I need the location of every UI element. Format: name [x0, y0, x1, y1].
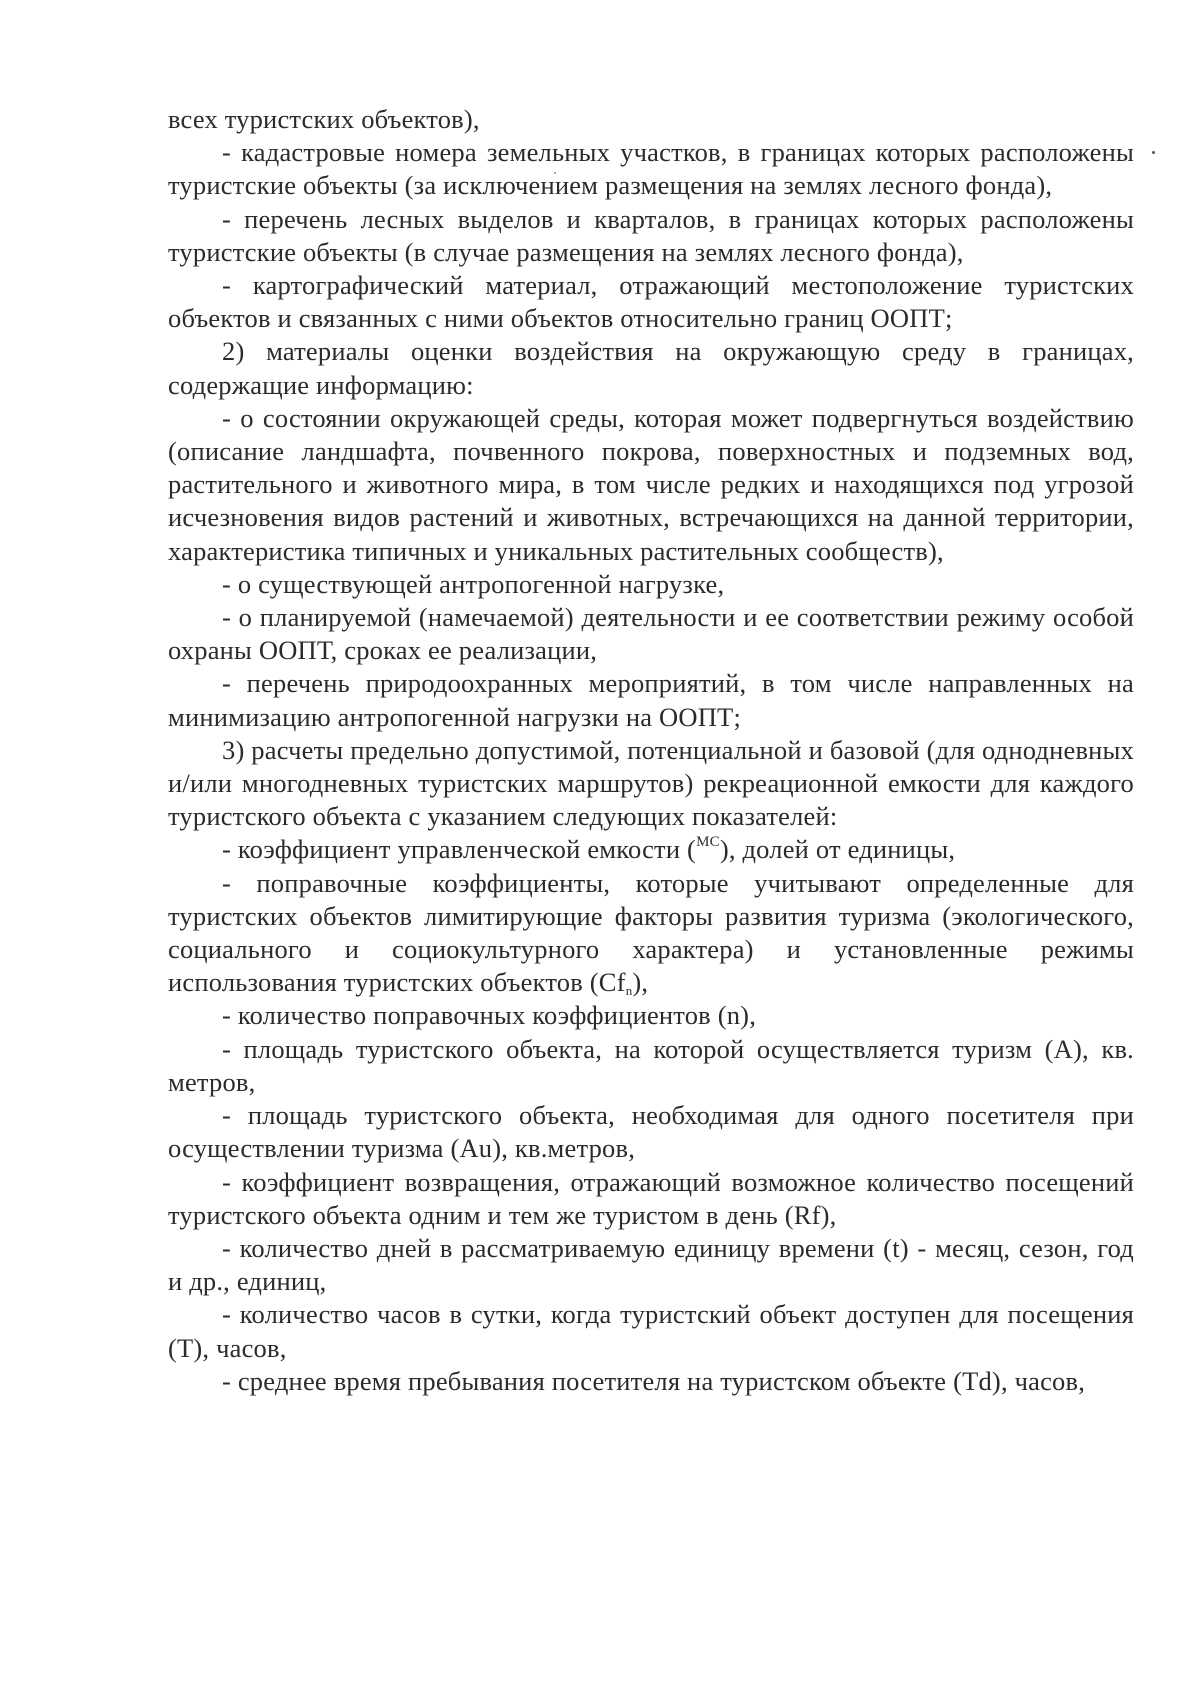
paragraph: - о состоянии окружающей среды, которая может подвергнуться воздействию (описание ландшафта, почвенного покрова, поверхностных и подземных вод, растительного и животного мира, в том числе редких и находящихся под угрозой исчезновения видов растений и животных, встречающихся на данной территории, характеристика типичных и уникальных растительных сообществ), — [168, 402, 1134, 566]
paragraph: - перечень лесных выделов и кварталов, в границах которых расположены туристские объекты (в случае размещения на землях лесного фонда), — [168, 203, 1134, 267]
paragraph: - перечень природоохранных мероприятий, в том числе направленных на минимизацию антропогенной нагрузки на ООПТ; — [168, 668, 1134, 732]
scan-speck — [1152, 151, 1155, 154]
paragraph: - коэффициент возвращения, отражающий возможное количество посещений туристского объекта одним и тем же туристом в день (Rf), — [168, 1166, 1134, 1230]
document-body — [168, 103, 1134, 1398]
paragraph-correction-coefficients — [168, 867, 1134, 1000]
paragraph: - площадь туристского объекта, необходимая для одного посетителя при осуществлении туризма (Au), кв.метров, — [168, 1100, 1134, 1164]
paragraph: - картографический материал, отражающий местоположение туристских объектов и связанных с ними объектов относительно границ ООПТ; — [168, 270, 1134, 334]
paragraph: 2) материалы оценки воздействия на окружающую среду в границах, содержащие информацию: — [168, 336, 1134, 400]
formula-superscript: MC — [696, 834, 720, 851]
paragraph: - количество дней в рассматриваемую единицу времени (t) - месяц, сезон, год и др., единиц, — [168, 1232, 1134, 1297]
formula-subscript: n — [625, 983, 633, 999]
formula-symbol: Cf — [598, 967, 626, 998]
paragraph-text-after: ), долей от единицы, — [719, 834, 956, 865]
paragraph: - о планируемой (намечаемой) деятельности и ее соответствии режиму особой охраны ООПТ, сроках ее реализации, — [168, 602, 1134, 666]
paragraph-text-before: - поправочные коэффициенты, которые учитывают определенные для туристских объектов лимитирующие факторы развития туризма (экологического, социального и социокультурного характера) и установленные режимы использования туристских объектов ( — [168, 867, 1134, 998]
paragraph: - количество поправочных коэффициентов (n), — [222, 1000, 757, 1031]
paragraph-text-after: ), — [632, 967, 649, 998]
paragraph-coefficient-mc — [168, 833, 1134, 866]
paragraph: - количество часов в сутки, когда туристский объект доступен для посещения (T), часов, — [168, 1299, 1134, 1363]
paragraph: - о существующей антропогенной нагрузке, — [222, 568, 725, 599]
paragraph: - среднее время пребывания посетителя на туристском объекте (Td), часов, — [222, 1365, 1086, 1396]
paragraph-text-before: - коэффициент управленческой емкости ( — [222, 834, 697, 865]
paragraph: всех туристских объектов), — [168, 104, 480, 134]
paragraph: - кадастровые номера земельных участков, в границах которых расположены туристские объекты (за исключением размещения на землях лесного фонда), — [168, 137, 1134, 201]
paragraph: 3) расчеты предельно допустимой, потенциальной и базовой (для однодневных и/или многодневных туристских маршрутов) рекреационной емкости для каждого туристского объекта с указанием следующих показателей: — [168, 734, 1134, 832]
paragraph: - площадь туристского объекта, на которой осуществляется туризм (A), кв. метров, — [168, 1033, 1134, 1097]
